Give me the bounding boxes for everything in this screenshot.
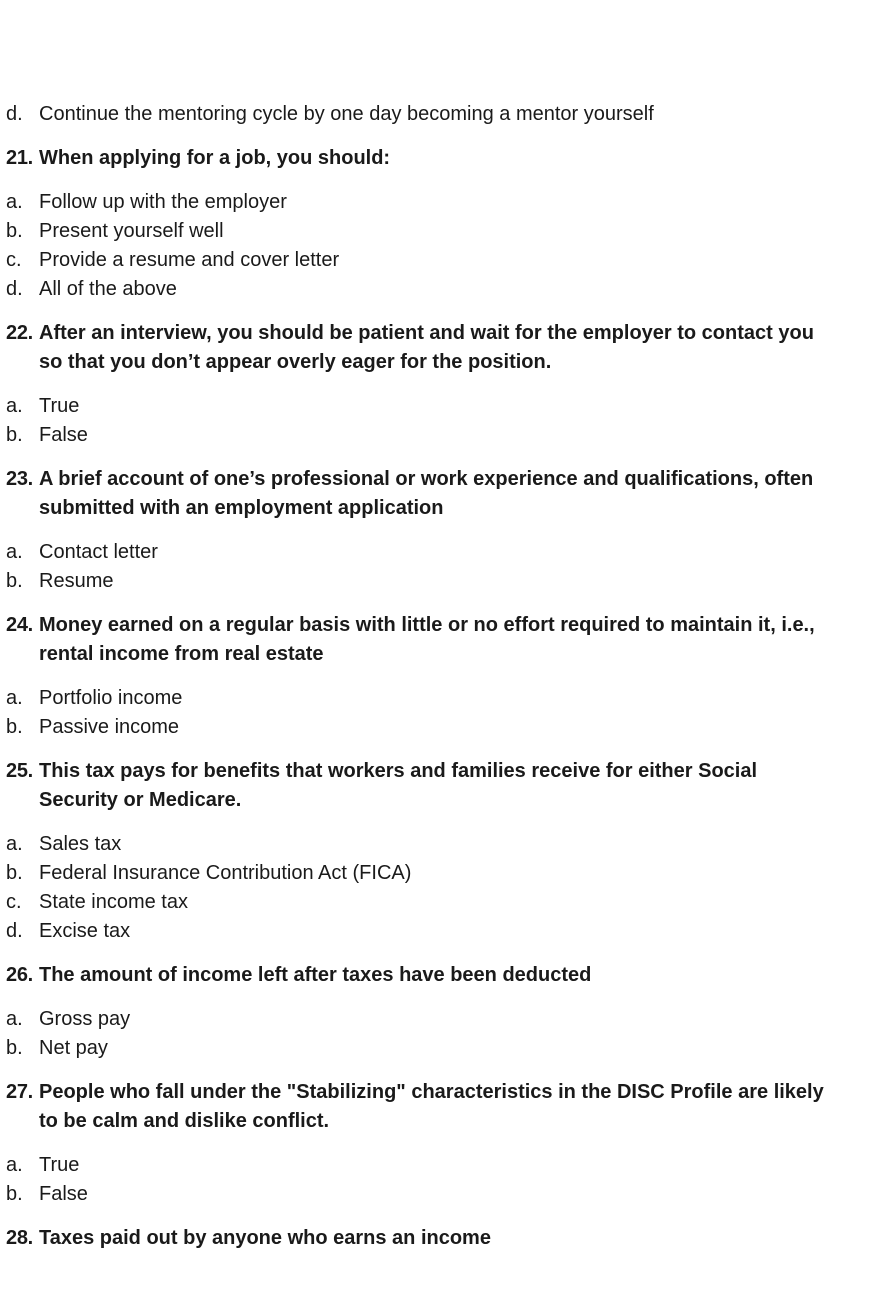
option-text: Present yourself well (39, 219, 224, 242)
option-text: Excise tax (39, 920, 131, 943)
option-text: Gross pay (39, 1007, 131, 1030)
question-number: 25. (6, 759, 33, 782)
question-number: 23. (6, 467, 33, 490)
answer-option (6, 100, 866, 129)
question-number: 24. (6, 613, 33, 636)
question-21 (6, 144, 866, 173)
option-text: Resume (39, 570, 114, 593)
answer-option (6, 1180, 866, 1209)
option-text: True (39, 1153, 80, 1176)
option-letter: b. (6, 219, 23, 242)
answer-option (6, 421, 866, 450)
option-text: State income tax (39, 891, 188, 914)
option-text: True (39, 394, 80, 417)
answer-option (6, 888, 866, 917)
question-26 (6, 961, 866, 990)
question-23 (6, 465, 866, 523)
option-letter: d. (6, 278, 23, 301)
question-28 (6, 1224, 866, 1253)
answer-option (6, 275, 866, 304)
option-letter: b. (6, 1183, 23, 1206)
option-letter: a. (6, 1153, 23, 1176)
question-27 (6, 1078, 866, 1136)
option-text: All of the above (39, 278, 177, 301)
answer-option (6, 713, 866, 742)
option-text: False (39, 1183, 88, 1206)
option-letter: c. (6, 248, 22, 271)
answer-option (6, 567, 866, 596)
option-letter: b. (6, 862, 23, 885)
option-letter: a. (6, 832, 23, 855)
answer-option (6, 392, 866, 421)
option-text: Provide a resume and cover letter (39, 248, 340, 271)
option-text: Portfolio income (39, 686, 183, 709)
answer-option (6, 1034, 866, 1063)
question-25 (6, 757, 866, 815)
question-text: The amount of income left after taxes have been deducted (39, 964, 592, 987)
option-letter: d. (6, 103, 23, 125)
answer-option (6, 1151, 866, 1180)
option-text: Follow up with the employer (39, 190, 287, 213)
question-list (6, 144, 866, 1253)
option-letter: a. (6, 686, 23, 709)
question-number: 28. (6, 1226, 33, 1249)
option-letter: a. (6, 190, 23, 213)
option-text: False (39, 424, 88, 447)
question-number: 26. (6, 964, 33, 987)
quiz-page (6, 100, 866, 1268)
question-22 (6, 319, 866, 377)
question-number: 27. (6, 1080, 33, 1103)
option-letter: b. (6, 716, 23, 739)
question-text: A brief account of one’s professional or work experience and qualifications, often submitted with an employment application (39, 467, 814, 520)
answer-option (6, 538, 866, 567)
option-text: Contact letter (39, 540, 158, 563)
question-24 (6, 611, 866, 669)
answer-option (6, 188, 866, 217)
option-text: Federal Insurance Contribution Act (FICA) (39, 862, 412, 885)
question-text: After an interview, you should be patient and wait for the employer to contact you so that you don’t appear overly eager for the position. (39, 321, 814, 374)
answer-option (6, 830, 866, 859)
option-text: Net pay (39, 1037, 108, 1060)
option-letter: c. (6, 891, 22, 914)
question-number: 22. (6, 321, 33, 344)
question-text: Money earned on a regular basis with little or no effort required to maintain it, i.e., rental income from real estate (39, 613, 815, 666)
answer-option (6, 917, 866, 946)
question-text: People who fall under the "Stabilizing" characteristics in the DISC Profile are likely to be calm and dislike conflict. (39, 1080, 824, 1133)
question-text: Taxes paid out by anyone who earns an income (39, 1226, 491, 1249)
option-text: Sales tax (39, 832, 122, 855)
question-text: This tax pays for benefits that workers and families receive for either Social Security or Medicare. (39, 759, 758, 812)
answer-option (6, 684, 866, 713)
option-letter: b. (6, 570, 23, 593)
question-number: 21. (6, 146, 33, 169)
option-letter: a. (6, 540, 23, 563)
answer-option (6, 1005, 866, 1034)
option-text: Passive income (39, 716, 180, 739)
option-letter: a. (6, 1007, 23, 1030)
option-letter: d. (6, 920, 23, 943)
option-text: Continue the mentoring cycle by one day becoming a mentor yourself (39, 103, 654, 125)
question-text: When applying for a job, you should: (39, 146, 391, 169)
answer-option (6, 246, 866, 275)
option-letter: b. (6, 1037, 23, 1060)
answer-option (6, 859, 866, 888)
option-letter: a. (6, 394, 23, 417)
option-letter: b. (6, 424, 23, 447)
answer-option (6, 217, 866, 246)
